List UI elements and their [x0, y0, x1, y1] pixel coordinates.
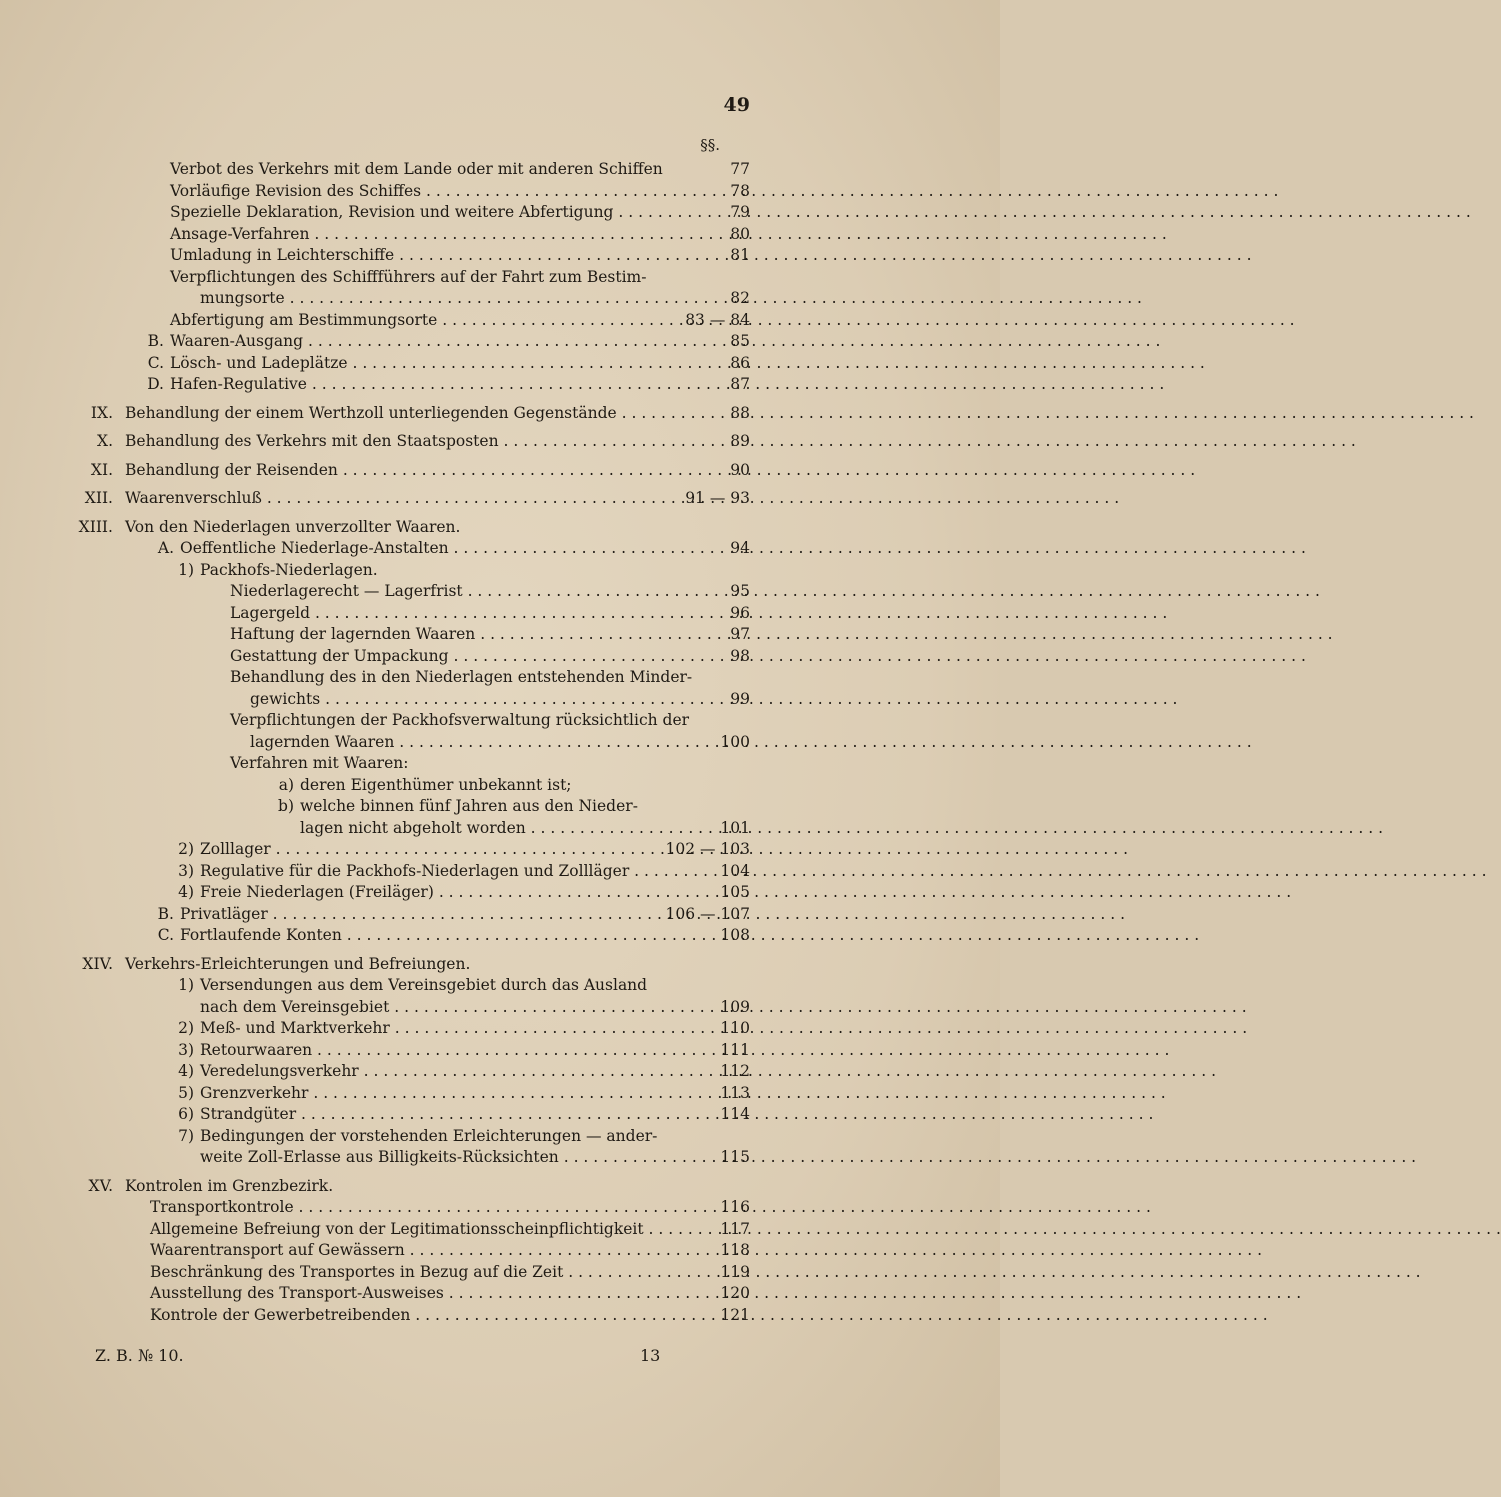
toc-entry-title: Waarenverschluß . . .: [125, 488, 642, 510]
toc-entry-title: Waarentransport auf Gewässern . . .: [150, 1240, 642, 1262]
toc-entry: [0, 374, 1000, 396]
toc-paragraph-ref: 81: [730, 246, 750, 264]
toc-entry-title: Beschränkung des Transportes in Bezug auf die Zeit . . .: [150, 1262, 642, 1284]
toc-sub-marker: 1): [178, 976, 194, 994]
toc-entry-title: Zolllager . . .: [200, 839, 642, 861]
toc-entry: [0, 353, 1000, 375]
toc-entry: [0, 882, 1000, 904]
toc-paragraph-ref: 120: [720, 1284, 750, 1302]
toc-paragraph-ref: 99: [730, 689, 750, 708]
toc-entry-title: Behandlung der einem Werthzoll unterliegenden Gegenstände . . .: [125, 403, 642, 425]
toc-entry: [0, 667, 1000, 689]
toc-paragraph-ref: 77: [730, 160, 750, 178]
toc-entry: [0, 1018, 1000, 1040]
toc-entry: [0, 581, 1000, 603]
toc-sub-marker: 4): [178, 883, 194, 901]
toc-entry: [0, 224, 1000, 246]
toc-entry: [0, 245, 1000, 267]
toc-paragraph-ref: 79: [730, 203, 750, 221]
toc-paragraph-ref: 118: [720, 1241, 750, 1259]
toc-entry: [0, 1219, 1000, 1241]
toc-paragraph-ref: 112: [720, 1062, 750, 1080]
toc-entry: [0, 646, 1000, 668]
toc-entry-title: gewichts . . .: [250, 689, 642, 711]
toc-entry: [0, 159, 1000, 181]
toc-entry-title: Verfahren mit Waaren:: [230, 754, 409, 772]
toc-sub-marker: 1): [178, 560, 194, 579]
toc-roman-numeral: XII.: [84, 489, 113, 507]
toc-paragraph-ref: 113: [720, 1083, 750, 1102]
toc-entry-title: Fortlaufende Konten . . .: [180, 925, 642, 947]
toc-entry-title: Privatläger . . .: [180, 904, 642, 926]
footer-sheet-number: 13: [640, 1346, 661, 1365]
toc-paragraph-ref: 114: [720, 1105, 750, 1123]
toc-sub-marker: 5): [178, 1083, 194, 1102]
toc-paragraph-ref: 110: [720, 1019, 750, 1037]
toc-entry-title: Lösch- und Ladeplätze . . .: [170, 353, 642, 375]
toc-sub-marker: 3): [178, 1040, 194, 1059]
toc-entry: [0, 1197, 1000, 1219]
toc-sub-marker: 2): [178, 840, 194, 858]
toc-paragraph-ref: 86: [730, 353, 750, 372]
toc-roman-numeral: XI.: [90, 460, 113, 479]
toc-entry-title: Versendungen aus dem Vereinsgebiet durch das Ausland: [200, 976, 648, 994]
toc-entry-title: Verbot des Verkehrs mit dem Lande oder mit anderen Schiffen: [170, 160, 663, 178]
toc-entry-title: nach dem Vereinsgebiet . . .: [200, 997, 642, 1019]
toc-entry-title: deren Eigenthümer unbekannt ist;: [300, 775, 572, 794]
toc-entry: [0, 818, 1000, 840]
toc-paragraph-ref: 105: [720, 883, 750, 901]
toc-paragraph-ref: 115: [720, 1148, 750, 1166]
toc-paragraph-ref: 121: [720, 1305, 750, 1324]
toc-entry: [0, 1126, 1000, 1148]
toc-entry: [0, 710, 1000, 732]
toc-sub-marker: A.: [157, 539, 174, 557]
toc-entry: [0, 403, 1000, 425]
toc-entry-title: Lagergeld . . .: [230, 603, 642, 625]
toc-entry-title: Kontrole der Gewerbetreibenden . . .: [150, 1305, 642, 1327]
toc-paragraph-ref: 78: [730, 181, 750, 200]
toc-paragraph-ref: 90: [730, 460, 750, 479]
toc-entry-title: Regulative für die Packhofs-Niederlagen und Zollläger . . .: [200, 861, 642, 883]
toc-paragraph-ref: 80: [730, 224, 750, 243]
toc-entry-title: Retourwaaren . . .: [200, 1040, 642, 1062]
toc-entry: [0, 267, 1000, 289]
toc-entry: [0, 560, 1000, 582]
toc-entry-title: Hafen-Regulative . . .: [170, 374, 642, 396]
toc-entry: [0, 517, 1000, 539]
toc-entry: [0, 431, 1000, 453]
toc-entry-title: Ansage-Verfahren . . .: [170, 224, 642, 246]
toc-entry-title: Umladung in Leichterschiffe . . .: [170, 245, 642, 267]
toc-sub-marker: 6): [178, 1105, 194, 1123]
toc-sub-marker: 7): [178, 1126, 194, 1145]
toc-entry: [0, 1104, 1000, 1126]
toc-entry: [0, 310, 1000, 332]
section-symbol-header: §§.: [700, 136, 720, 154]
toc-entry: [0, 460, 1000, 482]
toc-entry-title: Abfertigung am Bestimmungsorte . . .: [170, 310, 642, 332]
toc-entry: [0, 839, 1000, 861]
toc-sub-marker: a): [278, 775, 294, 794]
toc-paragraph-ref: 96: [730, 603, 750, 622]
toc-entry: [0, 1040, 1000, 1062]
toc-entry: [0, 796, 1000, 818]
toc-entry-title: Vorläufige Revision des Schiffes . . .: [170, 181, 642, 203]
toc-sub-marker: C.: [147, 353, 164, 372]
toc-entry: [0, 1262, 1000, 1284]
toc-sub-marker: C.: [157, 926, 174, 944]
toc-entry-title: Waaren-Ausgang . . .: [170, 331, 642, 353]
toc-paragraph-ref: 98: [730, 646, 750, 665]
toc-entry: [0, 753, 1000, 775]
toc-paragraph-ref: 97: [730, 625, 750, 643]
toc-entry-title: Behandlung des Verkehrs mit den Staatsposten . . .: [125, 431, 642, 453]
toc-entry-title: Bedingungen der vorstehenden Erleichterungen — ander-: [200, 1126, 658, 1145]
toc-entry: [0, 202, 1000, 224]
toc-paragraph-ref: 94: [730, 539, 750, 557]
page-number: 49: [723, 94, 750, 116]
toc-entry-title: welche binnen fünf Jahren aus den Nieder-: [300, 797, 638, 815]
toc-paragraph-ref: 111: [720, 1040, 750, 1059]
toc-sub-marker: 3): [178, 861, 194, 880]
toc-entry-title: Kontrolen im Grenzbezirk.: [125, 1176, 334, 1195]
toc-entry: [0, 689, 1000, 711]
toc-roman-numeral: XV.: [88, 1176, 113, 1195]
toc-sub-marker: 2): [178, 1019, 194, 1037]
toc-paragraph-ref: 91 — 93: [685, 489, 750, 507]
toc-roman-numeral: X.: [97, 432, 113, 450]
toc-entry: [0, 775, 1000, 797]
toc-entry: [0, 181, 1000, 203]
toc-entry-title: Verpflichtungen des Schiffführers auf der Fahrt zum Bestim-: [170, 267, 647, 286]
toc-entry-title: Von den Niederlagen unverzollter Waaren.: [125, 517, 461, 536]
toc-entry-title: Spezielle Deklaration, Revision und weitere Abfertigung . . .: [170, 202, 642, 224]
toc-paragraph-ref: 109: [720, 997, 750, 1016]
toc-entry-title: Verpflichtungen der Packhofsverwaltung rücksichtlich der: [230, 711, 690, 729]
toc-paragraph-ref: 88: [730, 403, 750, 422]
toc-entry: [0, 1283, 1000, 1305]
toc-entry-title: Behandlung der Reisenden . . .: [125, 460, 642, 482]
toc-sub-marker: D.: [147, 375, 164, 393]
toc-entry: [0, 624, 1000, 646]
toc-entry-title: Packhofs-Niederlagen.: [200, 560, 378, 579]
toc-paragraph-ref: 101: [720, 818, 750, 837]
toc-entry: [0, 925, 1000, 947]
toc-paragraph-ref: 104: [720, 861, 750, 880]
toc-entry: [0, 1061, 1000, 1083]
toc-entry: [0, 1305, 1000, 1327]
toc-entry: [0, 997, 1000, 1019]
toc-entry-title: Gestattung der Umpackung . . .: [230, 646, 642, 668]
toc-entry: [0, 538, 1000, 560]
toc-entry-title: Meß- und Marktverkehr . . .: [200, 1018, 642, 1040]
toc-sub-marker: B.: [157, 904, 174, 923]
toc-entry-title: weite Zoll-Erlasse aus Billigkeits-Rücksichten . . .: [200, 1147, 642, 1169]
toc-entry-title: Veredelungsverkehr . . .: [200, 1061, 642, 1083]
toc-entry: [0, 1147, 1000, 1169]
toc-sub-marker: 4): [178, 1062, 194, 1080]
toc-entry: [0, 488, 1000, 510]
toc-sub-marker: b): [278, 797, 294, 815]
toc-entry: [0, 331, 1000, 353]
toc-roman-numeral: IX.: [90, 403, 113, 422]
toc-roman-numeral: XIV.: [82, 954, 113, 973]
toc-paragraph-ref: 89: [730, 432, 750, 450]
toc-entry-title: Strandgüter . . .: [200, 1104, 642, 1126]
toc-paragraph-ref: 83 — 84: [685, 310, 750, 329]
toc-entry-title: Ausstellung des Transport-Ausweises . . .: [150, 1283, 642, 1305]
toc-entry-title: Allgemeine Befreiung von der Legitimationsscheinpflichtigkeit . . .: [150, 1219, 642, 1241]
toc-entry-title: Verkehrs-Erleichterungen und Befreiungen.: [125, 954, 471, 973]
footer-signature: Z. B. № 10.: [95, 1346, 184, 1365]
toc-entry: [0, 954, 1000, 976]
toc-entry: [0, 1083, 1000, 1105]
toc-paragraph-ref: 100: [720, 732, 750, 751]
toc-entry: [0, 732, 1000, 754]
toc-entry-title: Grenzverkehr . . .: [200, 1083, 642, 1105]
toc-paragraph-ref: 108: [720, 926, 750, 944]
toc-entry-title: Haftung der lagernden Waaren . . .: [230, 624, 642, 646]
toc-paragraph-ref: 102 — 103: [665, 840, 750, 858]
toc-entry: [0, 861, 1000, 883]
toc-paragraph-ref: 85: [730, 332, 750, 350]
toc-entry-title: lagernden Waaren . . .: [250, 732, 642, 754]
toc-entry: [0, 603, 1000, 625]
toc-paragraph-ref: 87: [730, 375, 750, 393]
toc-paragraph-ref: 95: [730, 582, 750, 600]
toc-paragraph-ref: 106 — 107: [665, 904, 750, 923]
toc-paragraph-ref: 117: [720, 1219, 750, 1238]
toc-entry: [0, 1176, 1000, 1198]
toc-entry-title: mungsorte . . .: [200, 288, 642, 310]
table-of-contents: [0, 159, 1000, 1326]
toc-entry-title: Transportkontrole . . .: [150, 1197, 642, 1219]
toc-entry: [0, 904, 1000, 926]
toc-entry-title: Oeffentliche Niederlage-Anstalten . . .: [180, 538, 642, 560]
toc-sub-marker: B.: [147, 332, 164, 350]
toc-entry-title: lagen nicht abgeholt worden . . .: [300, 818, 642, 840]
toc-paragraph-ref: 82: [730, 289, 750, 307]
toc-entry: [0, 288, 1000, 310]
toc-entry-title: Niederlagerecht — Lagerfrist . . .: [230, 581, 642, 603]
toc-paragraph-ref: 116: [720, 1198, 750, 1216]
toc-roman-numeral: XIII.: [78, 517, 113, 536]
toc-entry-title: Freie Niederlagen (Freiläger) . . .: [200, 882, 642, 904]
toc-entry-title: Behandlung des in den Niederlagen entstehenden Minder-: [230, 668, 693, 686]
toc-entry: [0, 1240, 1000, 1262]
toc-paragraph-ref: 119: [720, 1262, 750, 1281]
toc-entry: [0, 975, 1000, 997]
